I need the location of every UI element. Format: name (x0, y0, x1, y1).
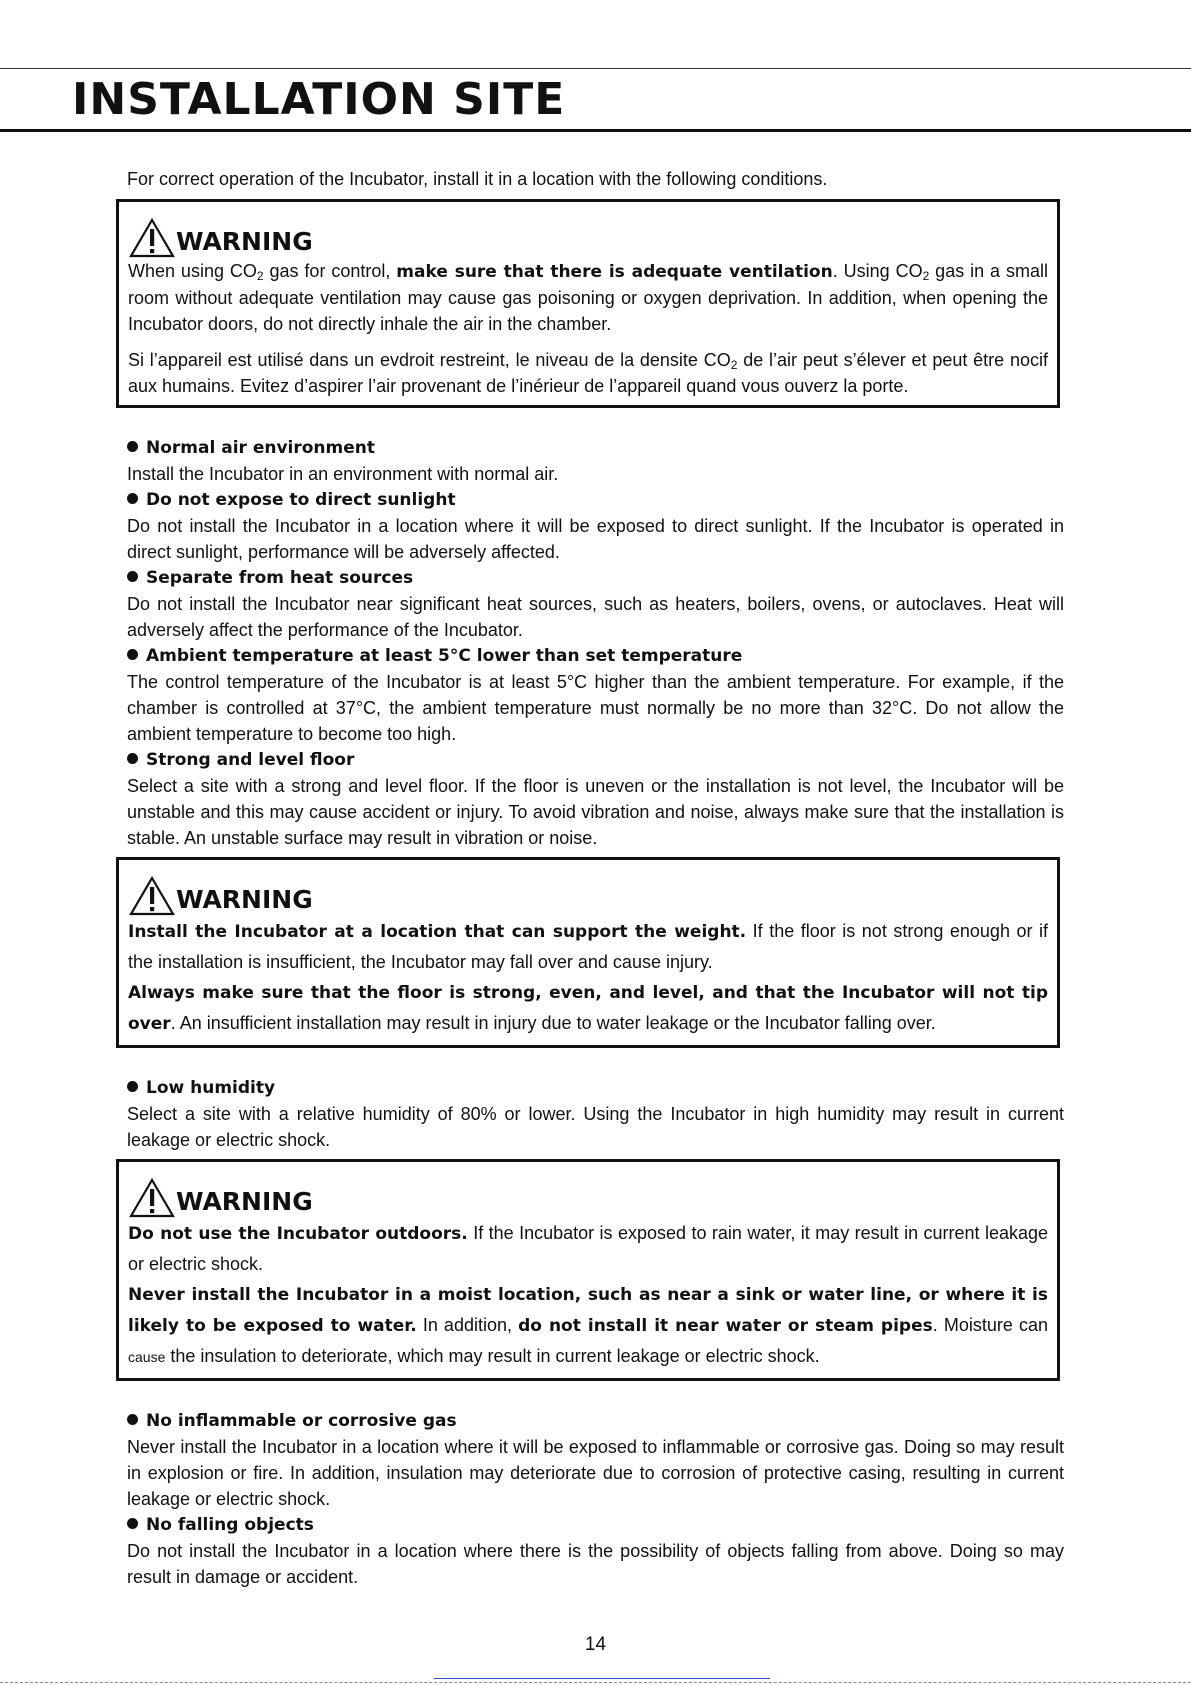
page-number: 14 (584, 1634, 607, 1655)
section-title: No inflammable or corrosive gas (146, 1411, 457, 1431)
warning-text-outdoors: Do not use the Incubator outdoors. If the Incubator is exposed to rain water, it may result in current leakage or electric shock. (128, 1223, 1049, 1274)
warning-box-ventilation (116, 199, 1060, 408)
section-normal-air (127, 435, 1064, 487)
section-ambient-temperature (127, 643, 1064, 747)
footer-rule (0, 1682, 1191, 1683)
section-body: Do not install the Incubator in a location where it will be exposed to direct sunlight. If the Incubator is operated in direct sunlight, performance will be adversely affected. (127, 516, 1064, 562)
warning-text-fr: Si l’appareil est utilisé dans un evdroit restreint, le niveau de la densite $CO_2$ de l’air peut s’élever et peut être nocif aux humains. Evitez d’aspirer l’air provenant de l’inérieur de l’appareil quand vous ouverz la porte. (128, 350, 1048, 396)
section-level-floor (127, 747, 1064, 851)
section-body: Never install the Incubator in a location where it will be exposed to inflammable or corrosive gas. Doing so may result in explosion or fire. In addition, insulation may deteriorate due to corrosion of protective casing, resulting in current leakage or electric shock. (127, 1437, 1064, 1509)
warning-text-en: When using $CO_2$ gas for control, make sure that there is adequate ventilation. Using $CO_2$ gas in a small room without adequate ventilation may cause gas poisoning or oxygen deprivation. In addition, when opening the Incubator doors, do not directly inhale the air in the chamber. (128, 261, 1048, 334)
section-heat-sources (127, 565, 1064, 643)
section-low-humidity (127, 1075, 1064, 1153)
section-body: Do not install the Incubator in a location where there is the possibility of objects falling from above. Doing so may result in damage or accident. (127, 1541, 1064, 1587)
bullet-dot-icon (127, 1518, 138, 1529)
warning-heading (128, 864, 1048, 916)
section-body: Select a site with a relative humidity of 80% or lower. Using the Incubator in high humidity may result in current leakage or electric shock. (127, 1104, 1064, 1150)
bullet-dot-icon (127, 1081, 138, 1092)
warning-text-weight: Install the Incubator at a location that can support the weight. If the floor is not strong enough or if the installation is insufficient, the Incubator may fall over and cause injury. (128, 921, 1049, 972)
title-rule (0, 129, 1191, 132)
warning-box-weight (116, 857, 1060, 1048)
header-rule (0, 68, 1191, 69)
section-body: Do not install the Incubator near significant heat sources, such as heaters, boilers, ovens, or autoclaves. Heat will adversely affect the performance of the Incubator. (127, 594, 1064, 640)
section-title: Do not expose to direct sunlight (146, 490, 456, 510)
bullet-dot-icon (127, 493, 138, 504)
bullet-dot-icon (127, 441, 138, 452)
section-title: No falling objects (146, 1515, 314, 1535)
warning-label: WARNING (176, 227, 313, 256)
warning-triangle-icon (128, 876, 176, 916)
section-title: Normal air environment (146, 438, 376, 458)
section-corrosive-gas (127, 1408, 1064, 1512)
warning-heading (128, 206, 1048, 258)
section-body: The control temperature of the Incubator is at least 5°C higher than the ambient temperature. For example, if the chamber is controlled at 37°C, the ambient temperature must normally be no more than 32°C. Do not allow the ambient temperature to become too high. (127, 672, 1064, 744)
page-title: INSTALLATION SITE (72, 74, 566, 125)
warning-heading (128, 1166, 1048, 1218)
section-body: Select a site with a strong and level floor. If the floor is uneven or the installation is not level, the Incubator will be unstable and this may cause accident or injury. To avoid vibration and noise, always make sure that the installation is stable. An unstable surface may result in vibration or noise. (127, 776, 1064, 848)
warning-box-moisture (116, 1159, 1060, 1381)
section-sunlight (127, 487, 1064, 565)
warning-label: WARNING (176, 885, 313, 914)
section-title: Ambient temperature at least 5°C lower than set temperature (146, 646, 743, 666)
bullet-dot-icon (127, 753, 138, 764)
section-title: Low humidity (146, 1078, 276, 1098)
section-falling-objects (127, 1512, 1064, 1590)
warning-text-moist-location: Never install the Incubator in a moist location, such as near a sink or water line, or where it is likely to be exposed to water. In addition, do not install it near water or steam pipes. Moisture can cause the insulation to deteriorate, which may result in current leakage or electric shock. (128, 1285, 1048, 1366)
footer-link-underline (434, 1678, 770, 1679)
section-body: Install the Incubator in an environment with normal air. (127, 464, 559, 484)
warning-text-tip-over: Always make sure that the floor is strong, even, and level, and that the Incubator will not tip over. An insufficient installation may result in injury due to water leakage or the Incubator falling over. (128, 983, 1048, 1034)
page-content (127, 166, 1064, 1590)
section-title: Strong and level floor (146, 750, 355, 770)
intro-text: For correct operation of the Incubator, install it in a location with the following conditions. (127, 169, 828, 189)
section-title: Separate from heat sources (146, 568, 414, 588)
bullet-dot-icon (127, 649, 138, 660)
warning-triangle-icon (128, 1178, 176, 1218)
bullet-dot-icon (127, 1414, 138, 1425)
bullet-dot-icon (127, 571, 138, 582)
warning-label: WARNING (176, 1187, 313, 1216)
warning-triangle-icon (128, 218, 176, 258)
